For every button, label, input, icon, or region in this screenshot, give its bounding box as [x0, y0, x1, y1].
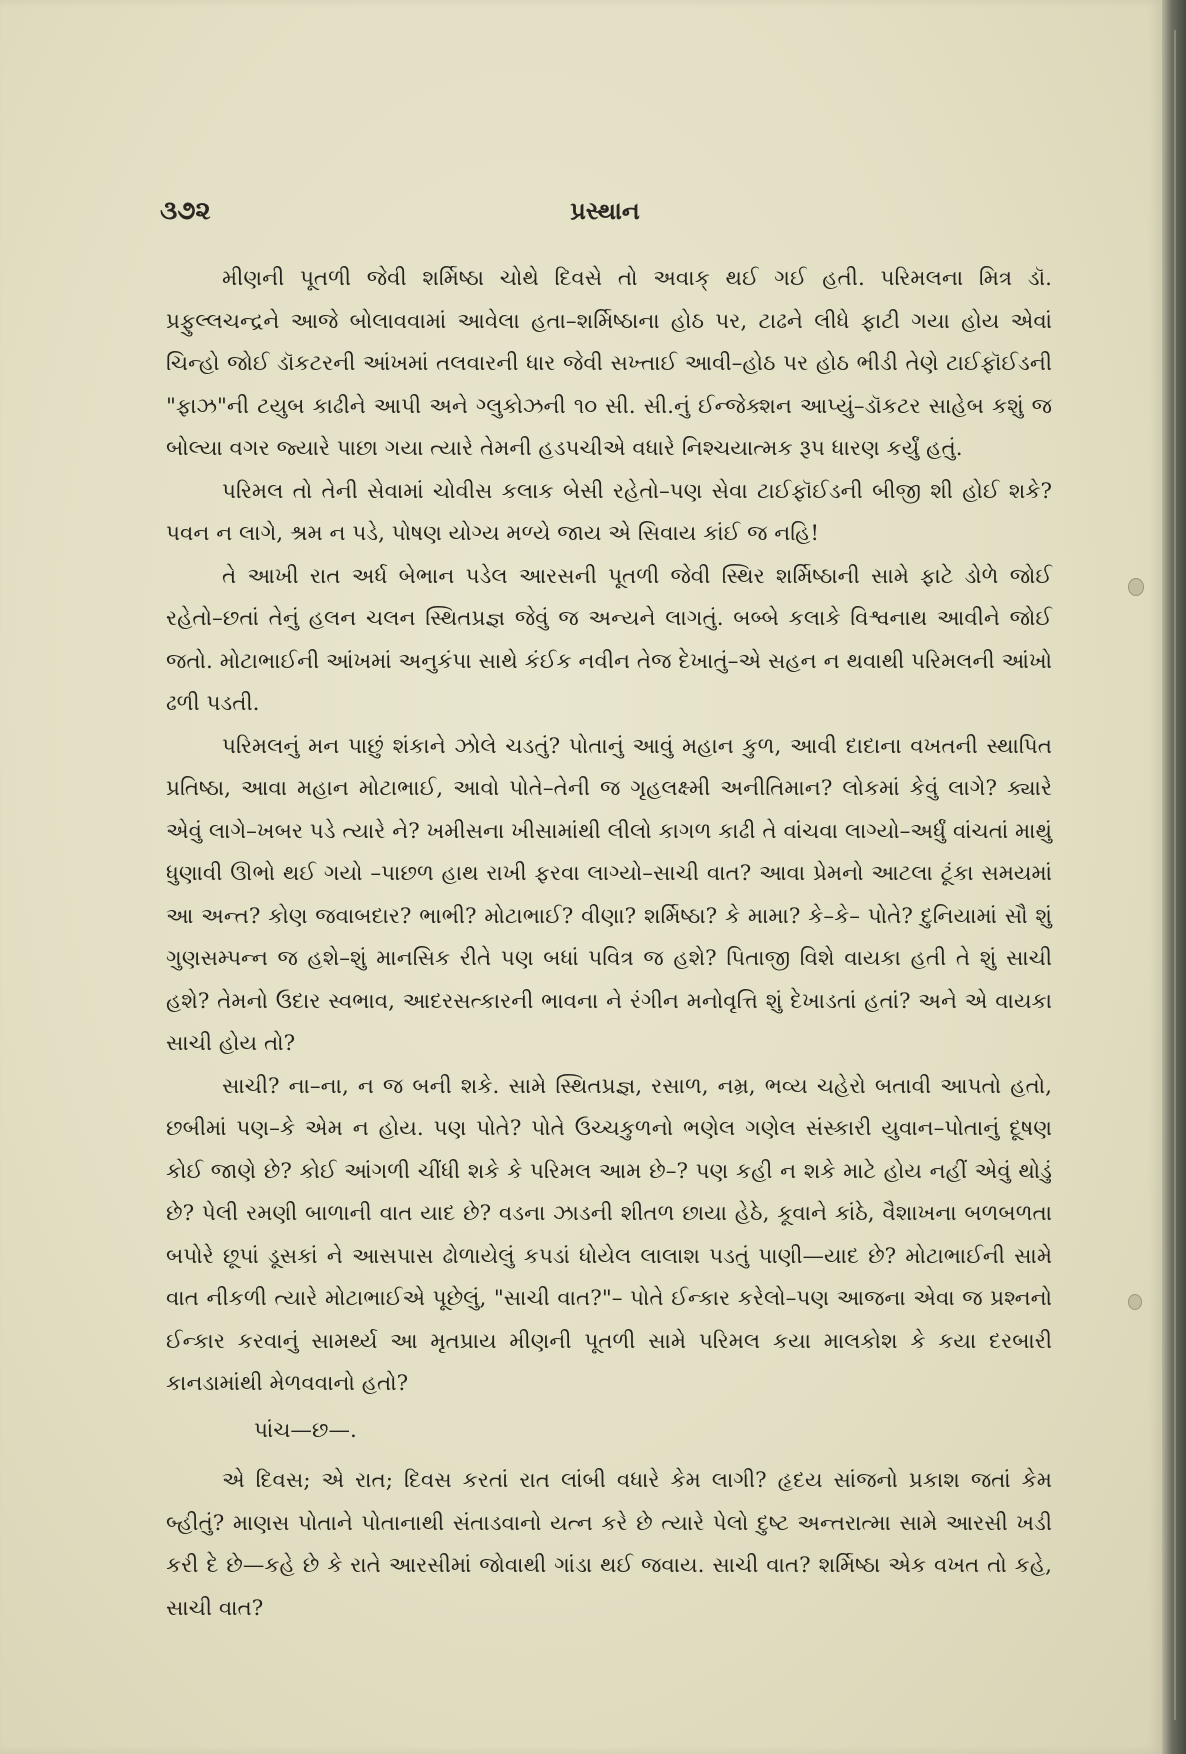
closing-paragraph: એ દિવસ; એ રાત; દિવસ કરતાં રાત લાંબી વધારે કેમ લાગી? હૃદય સાંજનો પ્રકાશ જતાં કેમ બ્હીતું? માણસ પોતાને પોતાનાથી સંતાડવાનો યત્ન કરે છે ત્યારે પેલો દુષ્ટ અન્તરાત્મા સામે આરસી ખડી કરી દે છે—કહે છે કે રાતે આરસીમાં જોવાથી ગાંડા થઈ જવાય. સાચી વાત? શર્મિષ્ઠા એક વખત તો કહે, સાચી વાત?	[166, 1468, 1052, 1621]
page-edge	[1162, 0, 1186, 1754]
body-text	[166, 258, 1052, 1630]
page-header	[160, 196, 1050, 236]
paragraph: મીણની પૂતળી જેવી શર્મિષ્ઠા ચોથે દિવસે તો અવાક્ થઈ ગઈ હતી. પરિમલના મિત્ર ડૉ. પ્રફુલ્લચન્દ્રને આજે બોલાવવામાં આવેલા હતા–શર્મિષ્ઠાના હોઠ પર, ટાઢને લીધે ફાટી ગયા હોય એવાં ચિન્હો જોઈ ડૉકટરની આંખમાં તલવારની ધાર જેવી સખ્તાઈ આવી–હોઠ પર હોઠ ભીડી તેણે ટાઈફૉઈડની "ફાઝ"ની ટયુબ કાઢીને આપી અને ગ્લુકોઝની ૧૦ સી. સી.નું ઈન્જેક્શન આપ્યું–ડૉકટર સાહેબ કશું જ બોલ્યા વગર જ્યારે પાછા ગયા ત્યારે તેમની હડપચીએ વધારે નિશ્ચયાત્મક રૂપ ધારણ કર્યું હતું.	[166, 266, 1052, 461]
binding-hole	[1128, 578, 1144, 596]
section-mark: પાંચ—છ—.	[254, 1417, 357, 1443]
paragraph: પરિમલ તો તેની સેવામાં ચોવીસ કલાક બેસી રહેતો–પણ સેવા ટાઈફૉઈડની બીજી શી હોઈ શકે? પવન ન લાગે, શ્રમ ન પડે, પોષણ યોગ્ય મળ્યે જાય એ સિવાય કાંઈ જ નહિ!	[166, 478, 1053, 546]
paragraph: પરિમલનું મન પાછું શંકાને ઝોલે ચડતું? પોતાનું આવું મહાન કુળ, આવી દાદાના વખતની સ્થાપિત પ્રતિષ્ઠા, આવા મહાન મોટાભાઈ, આવો પોતે–તેની જ ગૃહલક્ષ્મી અનીતિમાન? લોકમાં કેવું લાગે? ક્યારે એવું લાગે–ખબર પડે ત્યારે ને? ખમીસના ખીસામાંથી લીલો કાગળ કાઢી તે વાંચવા લાગ્યો–અર્ધું વાંચતાં માથું ધુણાવી ઊભો થઈ ગયો –પાછળ હાથ રાખી ફરવા લાગ્યો–સાચી વાત? આવા પ્રેમનો આટલા ટૂંકા સમયમાં આ અન્ત? કોણ જવાબદાર? ભાભી? મોટાભાઈ? વીણા? શર્મિષ્ઠા? કે મામા? કે–કે– પોતે? દુનિયામાં સૌ શું ગુણસમ્પન્ન જ હશે–શું માનસિક રીતે પણ બધાં પવિત્ર જ હશે? પિતાજી વિશે વાયકા હતી તે શું સાચી હશે? તેમનો ઉદાર સ્વભાવ, આદરસત્કારની ભાવના ને રંગીન મનોવૃત્તિ શું દેખાડતાં હતાં? અને એ વાયકા સાચી હોય તો?	[166, 733, 1052, 1056]
running-title: પ્રસ્થાન	[570, 196, 640, 225]
page-number: ૩૭૨	[160, 196, 211, 226]
binding-hole	[1128, 1294, 1142, 1310]
paragraph: સાચી? ના–ના, ન જ બની શકે. સામે સ્થિતપ્રજ્ઞ, રસાળ, નમ્ર, ભવ્ય ચહેરો બતાવી આપતો હતો, છબીમાં પણ–કે એમ ન હોય. પણ પોતે? પોતે ઉચ્ચકુળનો ભણેલ ગણેલ સંસ્કારી યુવાન–પોતાનું દૂષણ કોઈ જાણે છે? કોઈ આંગળી ચીંધી શકે કે પરિમલ આમ છે–? પણ કહી ન શકે માટે હોય નહીં એવું થોડું છે? પેલી રમણી બાળાની વાત યાદ છે? વડના ઝાડની શીતળ છાયા હેઠે, કૂવાને કાંઠે, વૈશાખના બળબળતા બપોરે છૂપાં ડૂસકાં ને આસપાસ ઢોળાયેલું કપડાં ધોયેલ લાલાશ પડતું પાણી—યાદ છે? મોટાભાઈની સામે વાત નીકળી ત્યારે મોટાભાઈએ પૂછેલું, "સાચી વાત?"– પોતે ઈન્કાર કરેલો–પણ આજના એવા જ પ્રશ્નનો ઈન્કાર કરવાનું સામર્થ્ય આ મૃતપ્રાય મીણની પૂતળી સામે પરિમલ કયા માલકોશ કે કયા દરબારી કાનડામાંથી મેળવવાનો હતો?	[166, 1073, 1052, 1396]
paragraph: તે આખી રાત અર્ધ બેભાન પડેલ આરસની પૂતળી જેવી સ્થિર શર્મિષ્ઠાની સામે ફાટે ડોળે જોઈ રહેતો–છતાં તેનું હલન ચલન સ્થિતપ્રજ્ઞ જેવું જ અન્યને લાગતું. બબ્બે કલાકે વિશ્વનાથ આવીને જોઈ જતો. મોટાભાઈની આંખમાં અનુકંપા સાથે કંઈક નવીન તેજ દેખાતું–એ સહન ન થવાથી પરિમલની આંખો ઢળી પડતી.	[166, 563, 1052, 716]
page-edge-line	[1174, 30, 1176, 1720]
